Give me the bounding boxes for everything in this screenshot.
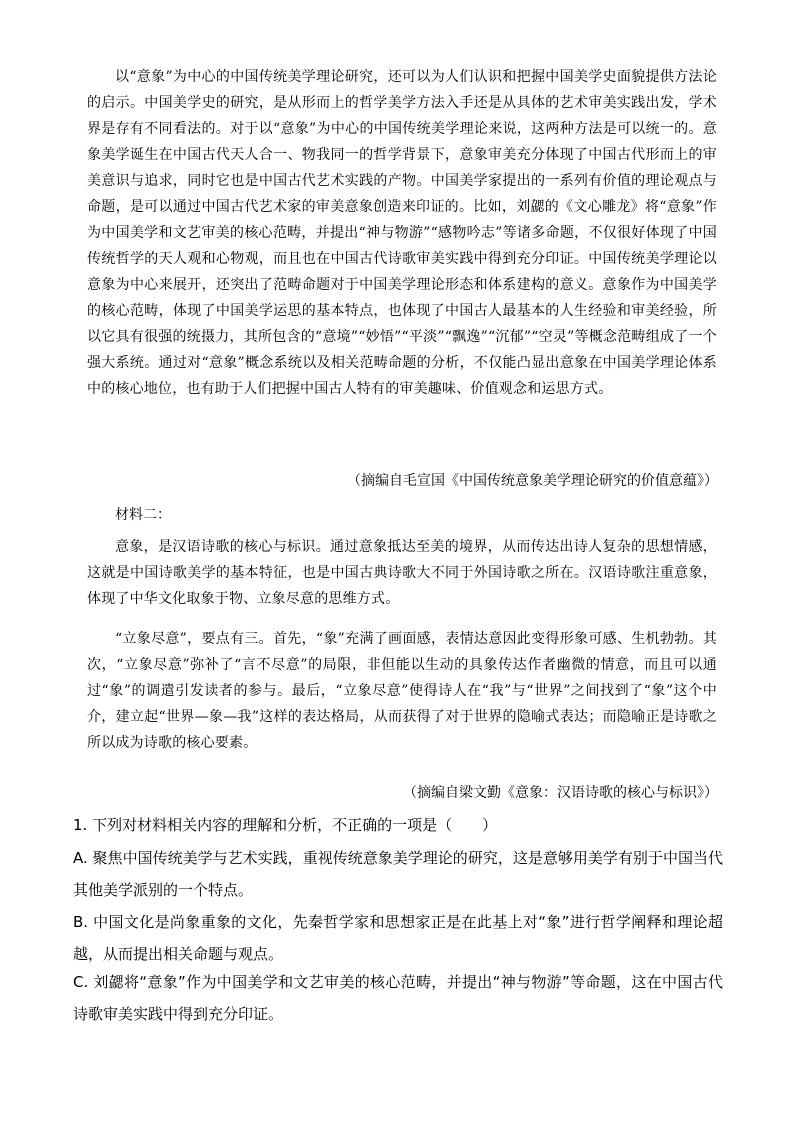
option-b: B. 中国文化是尚象重象的文化，先秦哲学家和思想家正是在此基上对“象”进行哲学阐释和理论超越，从而提出相关命题与观点。 bbox=[73, 913, 723, 963]
material1-source: （摘编自毛宣国《中国传统意象美学理论研究的价值意蕴》） bbox=[347, 473, 718, 489]
option-a: A. 聚焦中国传统美学与艺术实践，重视传统意象美学理论的研究，这是意够用美学有别于中国当代其他美学派别的一个特点。 bbox=[73, 849, 723, 899]
material1-paragraph: 以“意象”为中心的中国传统美学理论研究，还可以为人们认识和把握中国美学史面貌提供方法论的启示。中国美学史的研究，是从形而上的哲学美学方法入手还是从具体的艺术审美实践出发，学术界是存有不同看法的。对于以“意象”为中心的中国传统美学理论来说，这两种方法是可以统一的。意象美学诞生在中国古代天人合一、物我同一的哲学背景下，意象审美充分体现了中国古代形而上的审美意识与追求，同时它也是中国古代艺术实践的产物。中国美学家提出的一系列有价值的理论观点与命题，是可以通过中国古代艺术家的审美意象创造来印证的。比如，刘勰的《文心雕龙》将“意象”作为中国美学和文艺审美的核心范畴，并提出“神与物游”“感物吟志”等诸多命题，不仅很好体现了中国传统哲学的天人观和心物观，而且也在中国古代诗歌审美实践中得到充分印证。中国传统美学理论以意象为中心来展开，还突出了范畴命题对于中国美学理论形态和体系建构的意义。意象作为中国美学的核心范畴，体现了中国美学运思的基本特点，也体现了中国古人最基本的人生经验和审美经验，所以它具有很强的统摄力，其所包含的“意境”“妙悟”“平淡”“飘逸”“沉郁”“空灵”等概念范畴组成了一个强大系统。通过对“意象”概念系统以及相关范畴命题的分析，不仅能凸显出意象在中国美学理论体系中的核心地位，也有助于人们把握中国古人特有的审美趣味、价值观念和运思方式。 bbox=[87, 69, 717, 397]
material2-label: 材料二： bbox=[115, 507, 171, 523]
option-c: C. 刘勰将“意象”作为中国美学和文艺审美的核心范畴，并提出“神与物游”等命题，这在中国古代诗歌审美实践中得到充分印证。 bbox=[73, 973, 723, 1023]
material2-paragraph-2: “立象尽意”，要点有三。首先，“象”充满了画面感，表情达意因此变得形象可感、生机勃勃。其次，“立象尽意”弥补了“言不尽意”的局限，非但能以生动的具象传达作者幽微的情意，而且可以通过“象”的调遣引发读者的参与。最后，“立象尽意”使得诗人在“我”与“世界”之间找到了“象”这个中介，建立起“世界—象—我”这样的表达格局，从而获得了对于世界的隐喻式表达；而隐喻正是诗歌之所以成为诗歌的核心要素。 bbox=[87, 631, 717, 751]
question-stem: 1. 下列对材料相关内容的理解和分析，不正确的一项是（ ） bbox=[73, 816, 498, 834]
material2-paragraph-1: 意象，是汉语诗歌的核心与标识。通过意象抵达至美的境界，从而传达出诗人复杂的思想情感，这就是中国诗歌美学的基本特征，也是中国古典诗歌大不同于外国诗歌之所在。汉语诗歌注重意象，体现了中华文化取象于物、立象尽意的思维方式。 bbox=[87, 539, 717, 607]
material2-source: （摘编自梁文勤《意象：汉语诗歌的核心与标识》） bbox=[403, 785, 718, 801]
